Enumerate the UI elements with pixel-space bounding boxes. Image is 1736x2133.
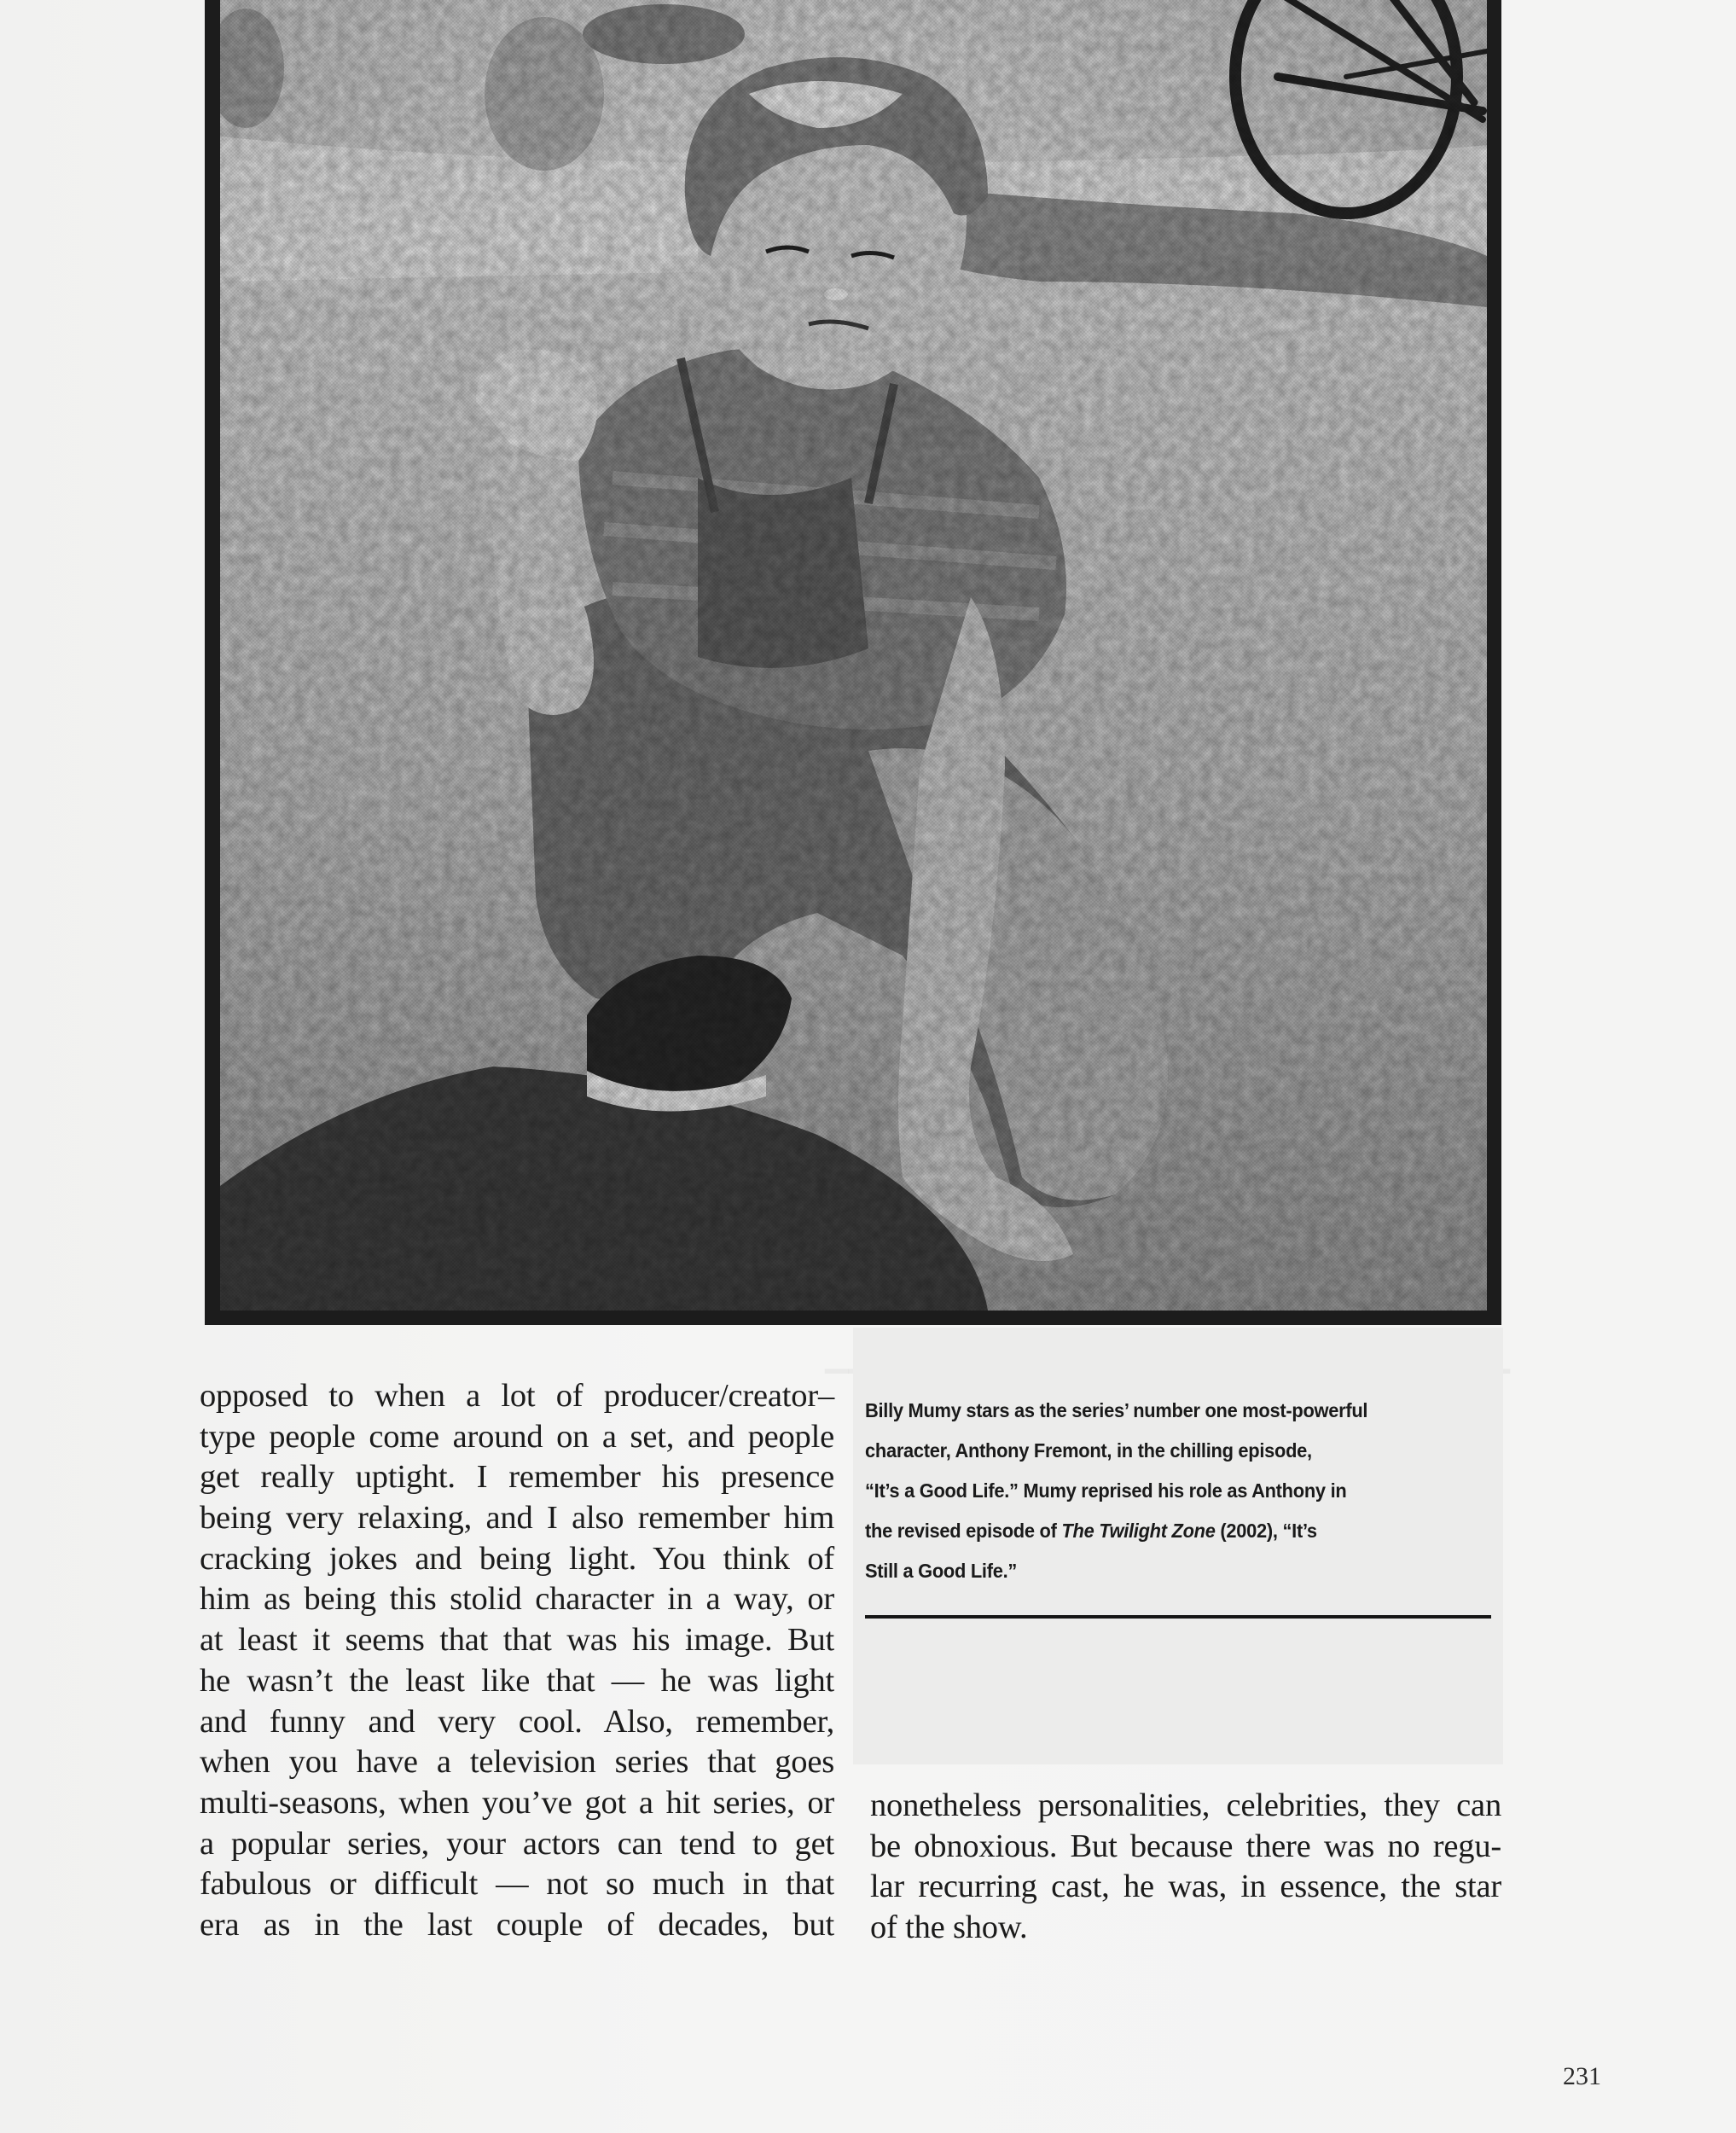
halftone-screen: [220, 0, 1487, 1311]
body-text-line: era as in the last couple of decades, but: [200, 1906, 834, 1943]
body-text-line: type people come around on a set, and people: [200, 1418, 834, 1455]
body-text-line: being very relaxing, and I also remember him: [200, 1500, 834, 1537]
body-text-line: cracking jokes and being light. You think of: [200, 1540, 834, 1577]
caption-text: the revised episode of: [865, 1520, 1062, 1542]
body-text-line: lar recurring cast, he was, in essence, the star: [870, 1869, 1501, 1905]
caption-text: Billy Mumy stars as the series’ number one most-powerful: [865, 1399, 1368, 1421]
body-text-line: be obnoxious. But because there was no regu-: [870, 1828, 1501, 1864]
body-text-right-column: [870, 1786, 1501, 1949]
body-text-line: fabulous or difficult — not so much in that: [200, 1866, 834, 1903]
caption-text: character, Anthony Fremont, in the chilling episode,: [865, 1439, 1312, 1462]
body-text-line: get really uptight. I remember his presence: [200, 1459, 834, 1496]
body-text-line: and funny and very cool. Also, remember,: [200, 1703, 834, 1740]
photo-frame: [205, 0, 1501, 1325]
body-text-line: at least it seems that that was his image. But: [200, 1622, 834, 1659]
photo-illustration: [220, 0, 1487, 1311]
body-text-line: multi-seasons, when you’ve got a hit series, or: [200, 1784, 834, 1821]
caption-text: “It’s a Good Life.” Mumy reprised his role as Anthony in: [865, 1479, 1347, 1502]
caption-line: [865, 1471, 1452, 1511]
body-text-line: of the show.: [870, 1909, 1028, 1946]
body-text-line: him as being this stolid character in a way, or: [200, 1581, 834, 1618]
photograph: [220, 0, 1487, 1311]
body-text-line: he wasn’t the least like that — he was light: [200, 1662, 834, 1699]
body-text-line: nonetheless personalities, celebrities, they can: [870, 1787, 1501, 1823]
body-text-line: a popular series, your actors can tend to get: [200, 1825, 834, 1862]
caption-text: (2002), “It’s: [1215, 1520, 1317, 1542]
caption-rule: [865, 1615, 1491, 1619]
caption-line: [865, 1391, 1452, 1431]
caption-title-italic: The Twilight Zone: [1061, 1520, 1216, 1542]
caption-line: [865, 1551, 1452, 1591]
photo-caption: [865, 1391, 1452, 1591]
caption-text: Still a Good Life.”: [865, 1560, 1018, 1582]
caption-line: [865, 1511, 1452, 1551]
body-text-line: opposed to when a lot of producer/creator–: [200, 1378, 834, 1414]
body-text-line: when you have a television series that goes: [200, 1744, 834, 1781]
page-number: 231: [1563, 2062, 1601, 2090]
caption-line: [865, 1431, 1452, 1471]
body-text-left-column: [200, 1376, 834, 1946]
